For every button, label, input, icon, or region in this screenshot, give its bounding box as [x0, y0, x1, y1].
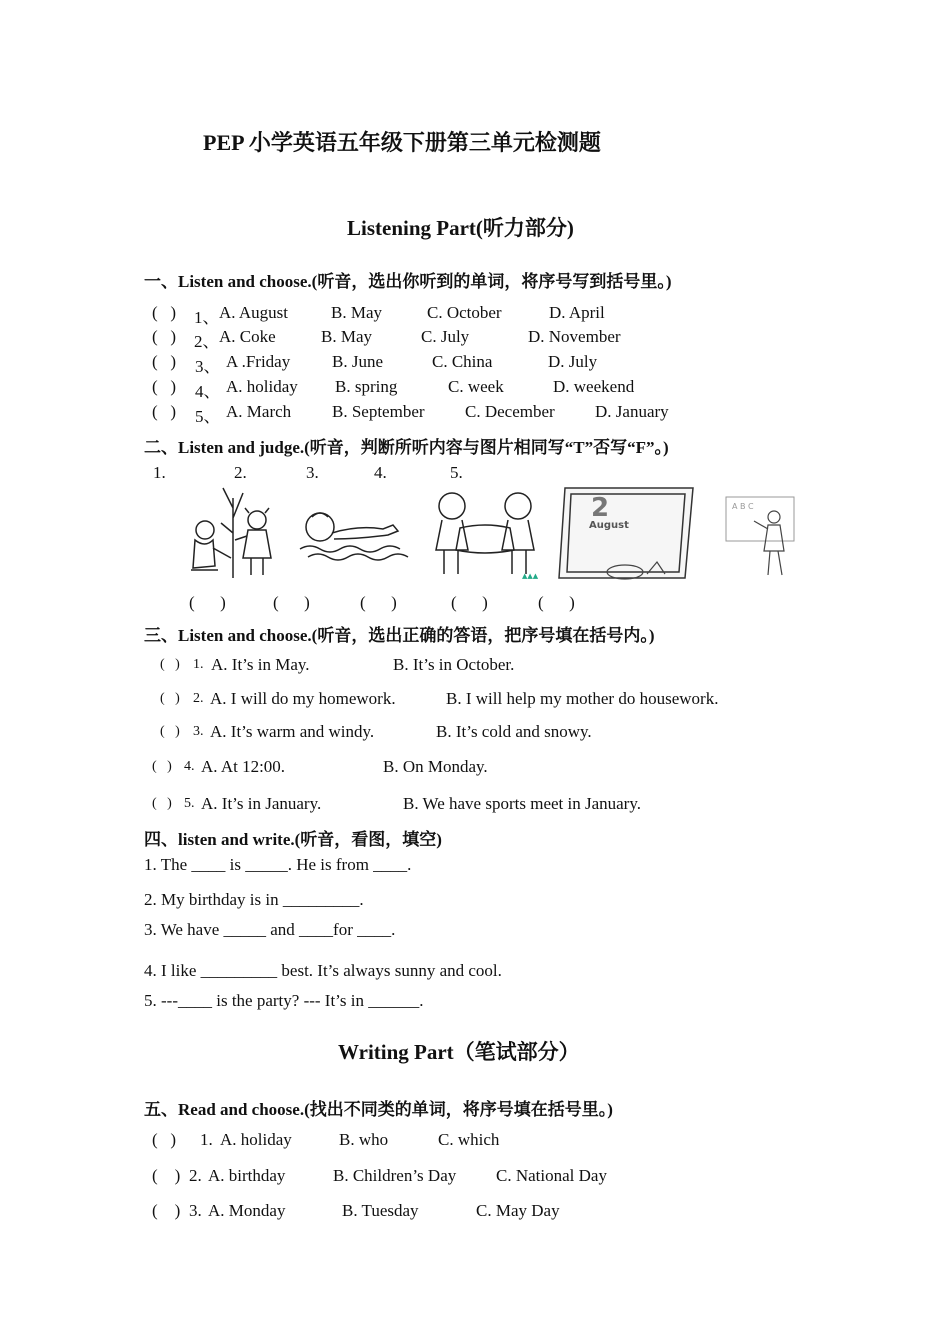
answer-bracket[interactable]: ( ): [152, 327, 177, 346]
picture-answer-bracket[interactable]: ( ): [451, 593, 488, 612]
option-a: A. birthday: [208, 1166, 286, 1185]
picture-number: 2.: [234, 463, 247, 482]
section-1-heading: 一、Listen and choose.(听音，选出你听到的单词，将序号写到括号里。): [144, 272, 672, 291]
answer-bracket[interactable]: ( ): [152, 1130, 177, 1149]
option-b: B. May: [321, 327, 372, 346]
writing-part-heading: Writing Part（笔试部分）: [338, 1040, 580, 1064]
option-a: A. holiday: [220, 1130, 292, 1149]
option-a: A. I will do my homework.: [210, 689, 396, 708]
answer-bracket[interactable]: ( ): [160, 657, 180, 672]
option-c: C. May Day: [476, 1201, 560, 1220]
option-b: B. Tuesday: [342, 1201, 419, 1220]
item-number: 2.: [189, 1166, 202, 1185]
watermark: ▲▲▲: [522, 572, 539, 580]
option-c: C. October: [427, 303, 502, 322]
option-a: A. holiday: [226, 377, 298, 396]
picture-number: 3.: [306, 463, 319, 482]
children-picture: [430, 488, 548, 580]
section-5-heading: 五、Read and choose.(找出不同类的单词，将序号填在括号里。): [144, 1100, 613, 1119]
option-b: B. It’s in October.: [393, 655, 515, 674]
option-d: D. weekend: [553, 377, 635, 396]
answer-bracket[interactable]: ( ): [152, 303, 177, 322]
fill-blank-line[interactable]: 2. My birthday is in _________.: [144, 890, 364, 909]
tree-planting-picture: [183, 478, 278, 580]
item-number: 4、: [195, 382, 221, 401]
page-title: PEP 小学英语五年级下册第三单元检测题: [203, 130, 601, 155]
swimming-picture: [298, 505, 410, 563]
option-a: A. It’s warm and windy.: [210, 722, 375, 741]
section-3-heading: 三、Listen and choose.(听音，选出正确的答语，把序号填在括号内。): [144, 626, 655, 645]
option-d: D. July: [548, 352, 598, 371]
item-number: 1.: [200, 1130, 213, 1149]
item-number: 3.: [193, 724, 204, 739]
calendar-day: 2: [591, 493, 610, 523]
fill-blank-line[interactable]: 1. The ____ is _____. He is from ____.: [144, 855, 412, 874]
option-b: B. Children’s Day: [333, 1166, 457, 1185]
item-number: 3.: [189, 1201, 202, 1220]
item-number: 5、: [195, 407, 221, 426]
item-number: 3、: [195, 357, 221, 376]
option-b: B. On Monday.: [383, 757, 488, 776]
option-a: A. Coke: [219, 327, 276, 346]
option-b: B. September: [332, 402, 425, 421]
picture-number: 4.: [374, 463, 387, 482]
option-a: A. It’s in January.: [201, 794, 322, 813]
answer-bracket[interactable]: ( ): [160, 691, 180, 706]
answer-bracket[interactable]: ( ): [152, 796, 172, 811]
option-a: A. Monday: [208, 1201, 286, 1220]
option-c: C. July: [421, 327, 470, 346]
option-a: A. It’s in May.: [211, 655, 310, 674]
listening-part-heading: Listening Part(听力部分): [347, 216, 574, 240]
option-c: C. National Day: [496, 1166, 607, 1185]
answer-bracket[interactable]: ( ): [152, 402, 177, 421]
option-d: D. April: [549, 303, 605, 322]
picture-answer-bracket[interactable]: ( ): [273, 593, 310, 612]
item-number: 4.: [184, 759, 195, 774]
calendar-month: August: [589, 520, 629, 531]
blackboard-text: A B C: [732, 502, 754, 511]
option-a: A. March: [226, 402, 292, 421]
option-b: B. May: [331, 303, 382, 322]
section-2-heading: 二、Listen and judge.(听音，判断所听内容与图片相同写“T”否写“F”。): [144, 438, 669, 457]
picture-answer-bracket[interactable]: ( ): [360, 593, 397, 612]
option-a: A. August: [219, 303, 288, 322]
option-b: B. We have sports meet in January.: [403, 794, 641, 813]
option-b: B. who: [339, 1130, 389, 1149]
option-a: A. At 12:00.: [201, 757, 286, 776]
picture-number: 5.: [450, 463, 463, 482]
answer-bracket[interactable]: ( ): [152, 1201, 181, 1220]
teacher-picture: [724, 495, 796, 577]
option-b: B. It’s cold and snowy.: [436, 722, 592, 741]
picture-number: 1.: [153, 463, 166, 482]
answer-bracket[interactable]: ( ): [152, 1166, 181, 1185]
calendar-picture: [557, 482, 697, 580]
option-a: A .Friday: [226, 352, 291, 371]
section-4-heading: 四、listen and write.(听音，看图，填空): [144, 830, 442, 849]
option-c: C. which: [438, 1130, 500, 1149]
option-d: D. January: [595, 402, 669, 421]
option-c: C. December: [465, 402, 555, 421]
option-b: B. spring: [335, 377, 398, 396]
item-number: 1、: [194, 308, 220, 327]
answer-bracket[interactable]: ( ): [152, 377, 177, 396]
option-b: B. June: [332, 352, 383, 371]
item-number: 1.: [193, 657, 204, 672]
fill-blank-line[interactable]: 5. ---____ is the party? --- It’s in ______.: [144, 991, 424, 1010]
option-c: C. week: [448, 377, 504, 396]
option-b: B. I will help my mother do housework.: [446, 689, 719, 708]
answer-bracket[interactable]: ( ): [152, 352, 177, 371]
item-number: 5.: [184, 796, 195, 811]
fill-blank-line[interactable]: 3. We have _____ and ____for ____.: [144, 920, 396, 939]
option-d: D. November: [528, 327, 621, 346]
answer-bracket[interactable]: ( ): [160, 724, 180, 739]
fill-blank-line[interactable]: 4. I like _________ best. It’s always sunny and cool.: [144, 961, 502, 980]
item-number: 2、: [194, 332, 220, 351]
picture-answer-bracket[interactable]: ( ): [538, 593, 575, 612]
item-number: 2.: [193, 691, 204, 706]
picture-answer-bracket[interactable]: ( ): [189, 593, 226, 612]
option-c: C. China: [432, 352, 493, 371]
answer-bracket[interactable]: ( ): [152, 759, 172, 774]
